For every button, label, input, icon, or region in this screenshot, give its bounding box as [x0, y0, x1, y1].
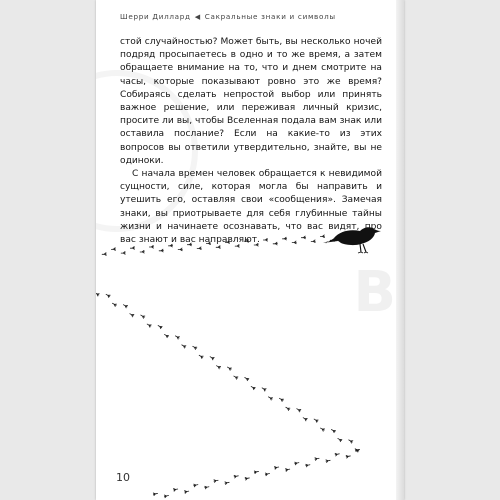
footprint-mark	[314, 419, 318, 422]
footprint-mark	[262, 388, 266, 391]
footprint-mark	[168, 244, 172, 247]
footprint-mark	[214, 480, 218, 483]
footprint-mark	[199, 355, 203, 358]
footprint-mark	[286, 407, 290, 410]
footprint-mark	[286, 469, 290, 472]
footprint-mark	[210, 357, 214, 360]
footprint-mark	[234, 376, 238, 379]
footprint-mark	[311, 240, 315, 243]
footprint-mark	[320, 428, 324, 431]
footprint-mark	[275, 467, 279, 470]
page-edge-bleed	[396, 0, 404, 500]
footprint-mark	[331, 429, 335, 432]
paragraph-1: стой случайностью? Может быть, вы несколько ночей подряд просыпаетесь в одно и то же время, а затем обращаете внимание на то, что и днем смотрите на часы, которые показывают ровно это же время? Собираясь сделать непростой выбор или принять важное решение, или переживая личный кризис, просите ли вы, чтобы Вселенная подала вам знак или оставила послание? Если на какие-то из этих вопросов вы ответили утвердительно, знайте, вы не одиноки.	[120, 37, 382, 166]
footprint-mark	[149, 245, 153, 248]
footprint-mark	[141, 315, 145, 318]
footprint-mark	[279, 398, 283, 401]
footprint-mark	[111, 248, 115, 251]
footprint-mark	[197, 247, 201, 250]
footprint-mark	[273, 242, 277, 245]
footprint-mark	[153, 493, 157, 496]
footprint-mark	[245, 377, 249, 380]
footprint-mark	[301, 236, 305, 239]
footprint-mark	[254, 471, 258, 474]
footprint-mark	[182, 345, 186, 348]
crow-icon	[323, 227, 381, 253]
footprint-mark	[263, 238, 267, 241]
footprint-mark	[306, 464, 310, 467]
footprint-mark	[130, 247, 134, 250]
footprint-mark	[216, 246, 220, 249]
footprint-mark	[297, 409, 301, 412]
paragraph-2: С начала времен человек обращается к невидимой сущности, силе, которая могла бы направить и утешить его, оставляя свои «сообщения». Замечая знаки, вы приотрываете для себя глубинные тайны жизни и начинаете осознавать, что вас видят, про вас знают и вас направляют.	[120, 169, 382, 246]
footprint-mark	[102, 253, 106, 256]
footprint-mark	[320, 235, 324, 238]
footprint-mark	[335, 453, 339, 456]
footprint-mark	[234, 475, 238, 478]
footprint-mark	[164, 495, 168, 498]
footprint-mark	[303, 418, 307, 421]
footprint-mark	[194, 484, 198, 487]
footprint-mark	[164, 334, 168, 337]
page-number: 10	[116, 471, 130, 484]
footprint-mark	[112, 303, 116, 306]
footprint-mark	[130, 314, 134, 317]
footprint-mark	[121, 252, 125, 255]
footprint-mark	[235, 245, 239, 248]
header-book-title: Сакральные знаки и символы	[204, 12, 336, 21]
footprint-mark	[174, 489, 178, 492]
footprint-mark	[106, 294, 110, 297]
footprint-mark	[185, 491, 189, 494]
footprint-mark	[338, 438, 342, 441]
footprint-mark	[216, 366, 220, 369]
footprint-mark	[346, 455, 350, 458]
footprint-mark	[349, 440, 353, 443]
footprint-mark	[282, 237, 286, 240]
show-through-letter: В	[353, 260, 396, 325]
footprint-mark	[227, 367, 231, 370]
footprint-mark	[326, 460, 330, 463]
footprint-mark	[244, 240, 248, 243]
footprint-mark	[187, 243, 191, 246]
footprint-mark	[295, 462, 299, 465]
footprint-mark	[245, 477, 249, 480]
footprint-mark	[225, 241, 229, 244]
bird-footprint-trail	[96, 235, 359, 498]
book-page	[96, 0, 404, 500]
footprint-mark	[147, 324, 151, 327]
header-author: Шерри Диллард	[120, 12, 191, 21]
footprints-illustration	[96, 0, 404, 500]
footprint-mark	[123, 305, 127, 308]
footprint-mark	[205, 486, 209, 489]
footprint-mark	[96, 293, 99, 296]
footprint-mark	[140, 250, 144, 253]
footprint-mark	[265, 473, 269, 476]
footprint-mark	[225, 482, 229, 485]
footprint-mark	[206, 242, 210, 245]
footprint-mark	[175, 336, 179, 339]
footprint-mark	[315, 458, 319, 461]
footprint-mark	[292, 241, 296, 244]
footprint-mark	[158, 325, 162, 328]
footprint-mark	[159, 249, 163, 252]
footprint-mark	[254, 243, 258, 246]
footprint-mark	[268, 397, 272, 400]
footprint-mark	[251, 386, 255, 389]
footprint-mark	[178, 248, 182, 251]
footprint-mark	[193, 346, 197, 349]
header-separator-icon: ◀	[194, 13, 201, 21]
